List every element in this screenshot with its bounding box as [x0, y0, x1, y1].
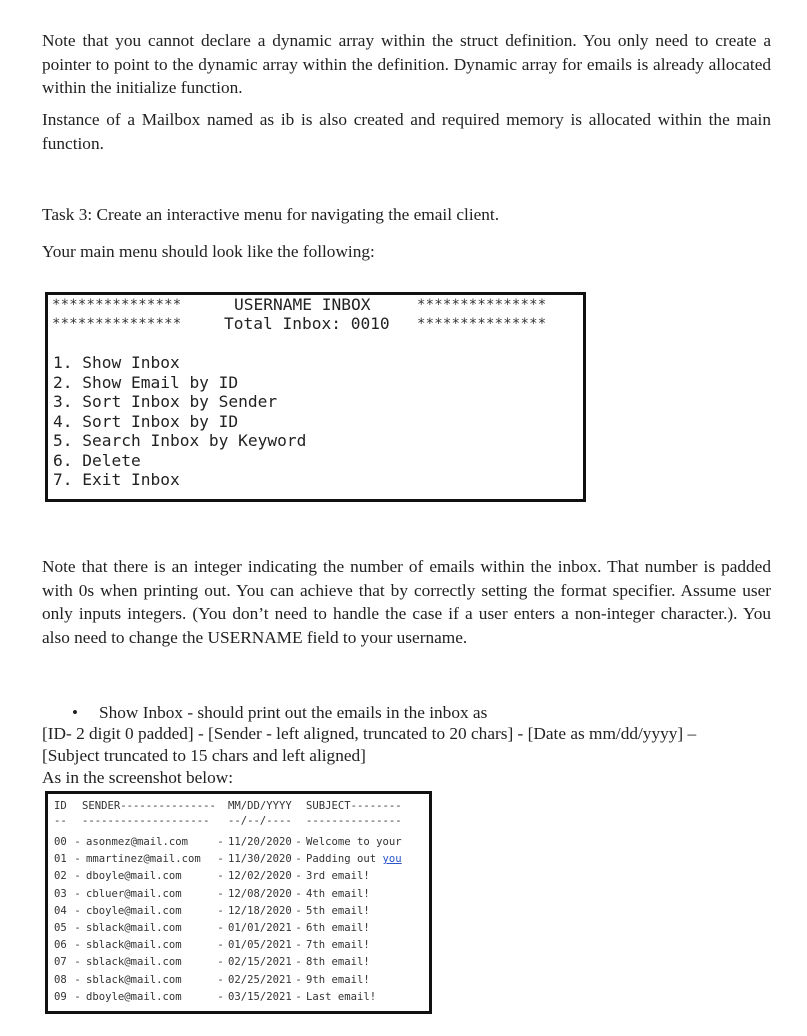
inbox-row-id: 00	[54, 836, 67, 848]
inbox-row-date: 12/18/2020	[228, 904, 292, 917]
inbox-row-sender: cboyle@mail.com	[86, 904, 182, 917]
inbox-row-id: 02	[54, 870, 67, 883]
menu-item-show-inbox: 1. Show Inbox	[53, 353, 180, 372]
inbox-row-sender: dboyle@mail.com	[86, 870, 182, 883]
paragraph-dynamic-array-note: Note that you cannot declare a dynamic array within the struct definition. You only need to create a pointer to point to the dynamic array within the definition. Dynamic array for emails is already allocated within the initialize function.	[42, 31, 771, 97]
inbox-row-sep: -	[289, 922, 309, 934]
menu-item-search-keyword: 5. Search Inbox by Keyword	[53, 431, 307, 450]
stars-left-2: ***************	[52, 316, 182, 332]
inbox-row-sep: -	[68, 870, 88, 883]
inbox-header-sender: SENDER---------------	[82, 800, 216, 812]
inbox-row-subject: Welcome to your	[306, 836, 402, 848]
inbox-row-sep: -	[211, 836, 231, 848]
inbox-row-sep: -	[289, 939, 309, 952]
inbox-row-sep: -	[211, 870, 231, 883]
inbox-row-subject: 8th email!	[306, 956, 370, 969]
inbox-row-id: 09	[54, 990, 67, 1003]
inbox-row-sep: -	[289, 853, 309, 866]
inbox-row-subject: 9th email!	[306, 973, 370, 986]
inbox-row-sep: -	[68, 922, 88, 934]
inbox-row-subject: Last email!	[306, 990, 377, 1003]
inbox-row-sep: -	[68, 853, 88, 866]
inbox-row-subject: 7th email!	[306, 939, 370, 952]
show-inbox-subject-line: [Subject truncated to 15 chars and left aligned]	[42, 746, 366, 765]
inbox-row-date: 12/08/2020	[228, 887, 292, 900]
inbox-row-subject: 3rd email!	[306, 870, 370, 883]
menu-item-delete: 6. Delete	[53, 450, 141, 470]
inbox-row-id: 01	[54, 853, 67, 866]
inbox-row-id: 07	[54, 956, 67, 969]
main-menu-terminal	[45, 292, 586, 502]
inbox-underline-date: --/--/----	[228, 815, 292, 827]
inbox-row-sender: sblack@mail.com	[86, 939, 182, 952]
inbox-row-sender: cbluer@mail.com	[86, 887, 182, 900]
show-inbox-format-line: [ID- 2 digit 0 padded] - [Sender - left aligned, truncated to 20 chars] - [Date as mm/dd/yyyy] –	[42, 724, 697, 743]
inbox-row-date: 11/20/2020	[228, 836, 292, 848]
inbox-row-sender: sblack@mail.com	[86, 956, 182, 969]
menu-title: USERNAME INBOX	[234, 295, 371, 314]
stars-right-1: ***************	[417, 297, 547, 313]
bullet-dot-icon: •	[72, 703, 78, 722]
inbox-row-sep: -	[289, 887, 309, 900]
inbox-row-date: 01/05/2021	[228, 939, 292, 952]
menu-item-sort-by-sender: 3. Sort Inbox by Sender	[53, 392, 278, 411]
paragraph-mailbox-instance: Instance of a Mailbox named as ib is also created and required memory is allocated within the main function.	[42, 110, 771, 153]
inbox-row-subject: 5th email!	[306, 904, 370, 917]
inbox-header-date: MM/DD/YYYY	[228, 800, 292, 812]
inbox-row-date: 02/25/2021	[228, 973, 292, 986]
inbox-row-date: 12/02/2020	[228, 870, 292, 883]
inbox-row-sep: -	[68, 836, 88, 848]
inbox-row-sep: -	[289, 836, 309, 848]
task3-heading: Task 3: Create an interactive menu for navigating the email client.	[42, 205, 500, 224]
inbox-row-date: 02/15/2021	[228, 956, 292, 969]
inbox-row-sep: -	[289, 990, 309, 1003]
inbox-row-sep: -	[211, 939, 231, 952]
inbox-row-sep: -	[211, 990, 231, 1003]
inbox-row-subject-link[interactable]: you	[382, 853, 402, 866]
inbox-header-subject: SUBJECT--------	[306, 800, 402, 812]
inbox-underline-id: --	[54, 815, 67, 827]
stars-right-2: ***************	[417, 316, 547, 332]
inbox-row-sep: -	[68, 904, 88, 917]
inbox-row-sender: sblack@mail.com	[86, 922, 182, 934]
inbox-row-date: 01/01/2021	[228, 922, 292, 934]
stars-left-1: ***************	[52, 297, 182, 313]
menu-item-sort-by-id: 4. Sort Inbox by ID	[53, 411, 239, 431]
inbox-row-sep: -	[68, 990, 88, 1003]
inbox-row-sep: -	[211, 904, 231, 917]
inbox-row-sep: -	[289, 956, 309, 969]
inbox-header-id: ID	[54, 800, 67, 812]
inbox-row-id: 05	[54, 922, 67, 934]
inbox-row-date: 11/30/2020	[228, 853, 292, 866]
inbox-row-sep: -	[211, 922, 231, 934]
inbox-row-id: 04	[54, 904, 67, 917]
inbox-row-sep: -	[211, 853, 231, 866]
inbox-row-sender: asonmez@mail.com	[86, 836, 189, 848]
inbox-row-sep: -	[211, 956, 231, 969]
inbox-row-sep: -	[68, 973, 88, 986]
inbox-row-sender: sblack@mail.com	[86, 973, 182, 986]
inbox-underline-sender: --------------------	[82, 815, 210, 827]
inbox-row-id: 03	[54, 887, 67, 900]
paragraph-padding-note: Note that there is an integer indicating the number of emails within the inbox. That number is padded with 0s when printing out. You can achieve that by correctly setting the format specifier. Assume user only inputs integers. (You don’t need to handle the case if a user enters a non-integer character.). You also need to change the USERNAME field to your username.	[42, 557, 771, 647]
inbox-row-sep: -	[289, 870, 309, 883]
inbox-output-screenshot	[45, 791, 432, 1014]
inbox-row-subject: 6th email!	[306, 922, 370, 934]
inbox-row-sep: -	[289, 904, 309, 917]
menu-item-show-email-by-id: 2. Show Email by ID	[53, 372, 239, 392]
inbox-row-sep: -	[68, 939, 88, 952]
inbox-row-id: 06	[54, 939, 67, 952]
menu-intro-text: Your main menu should look like the following:	[42, 242, 375, 261]
inbox-row-subject: 4th email!	[306, 887, 370, 900]
inbox-row-sep: -	[68, 887, 88, 900]
inbox-row-subject: Padding out	[306, 853, 383, 866]
inbox-underline-subject: ---------------	[306, 815, 402, 827]
menu-total-inbox: Total Inbox: 0010	[224, 314, 390, 333]
inbox-row-sep: -	[211, 887, 231, 900]
menu-item-exit-inbox: 7. Exit Inbox	[53, 470, 180, 489]
inbox-row-id: 08	[54, 973, 67, 986]
inbox-row-sender: dboyle@mail.com	[86, 990, 182, 1003]
show-inbox-screenshot-caption: As in the screenshot below:	[42, 768, 234, 787]
inbox-row-sender: mmartinez@mail.com	[86, 853, 201, 866]
show-inbox-bullet-text: Show Inbox - should print out the emails in the inbox as	[99, 703, 488, 722]
inbox-row-sep: -	[289, 973, 309, 986]
inbox-row-date: 03/15/2021	[228, 990, 292, 1003]
inbox-row-sep: -	[211, 973, 231, 986]
inbox-row-sep: -	[68, 956, 88, 969]
